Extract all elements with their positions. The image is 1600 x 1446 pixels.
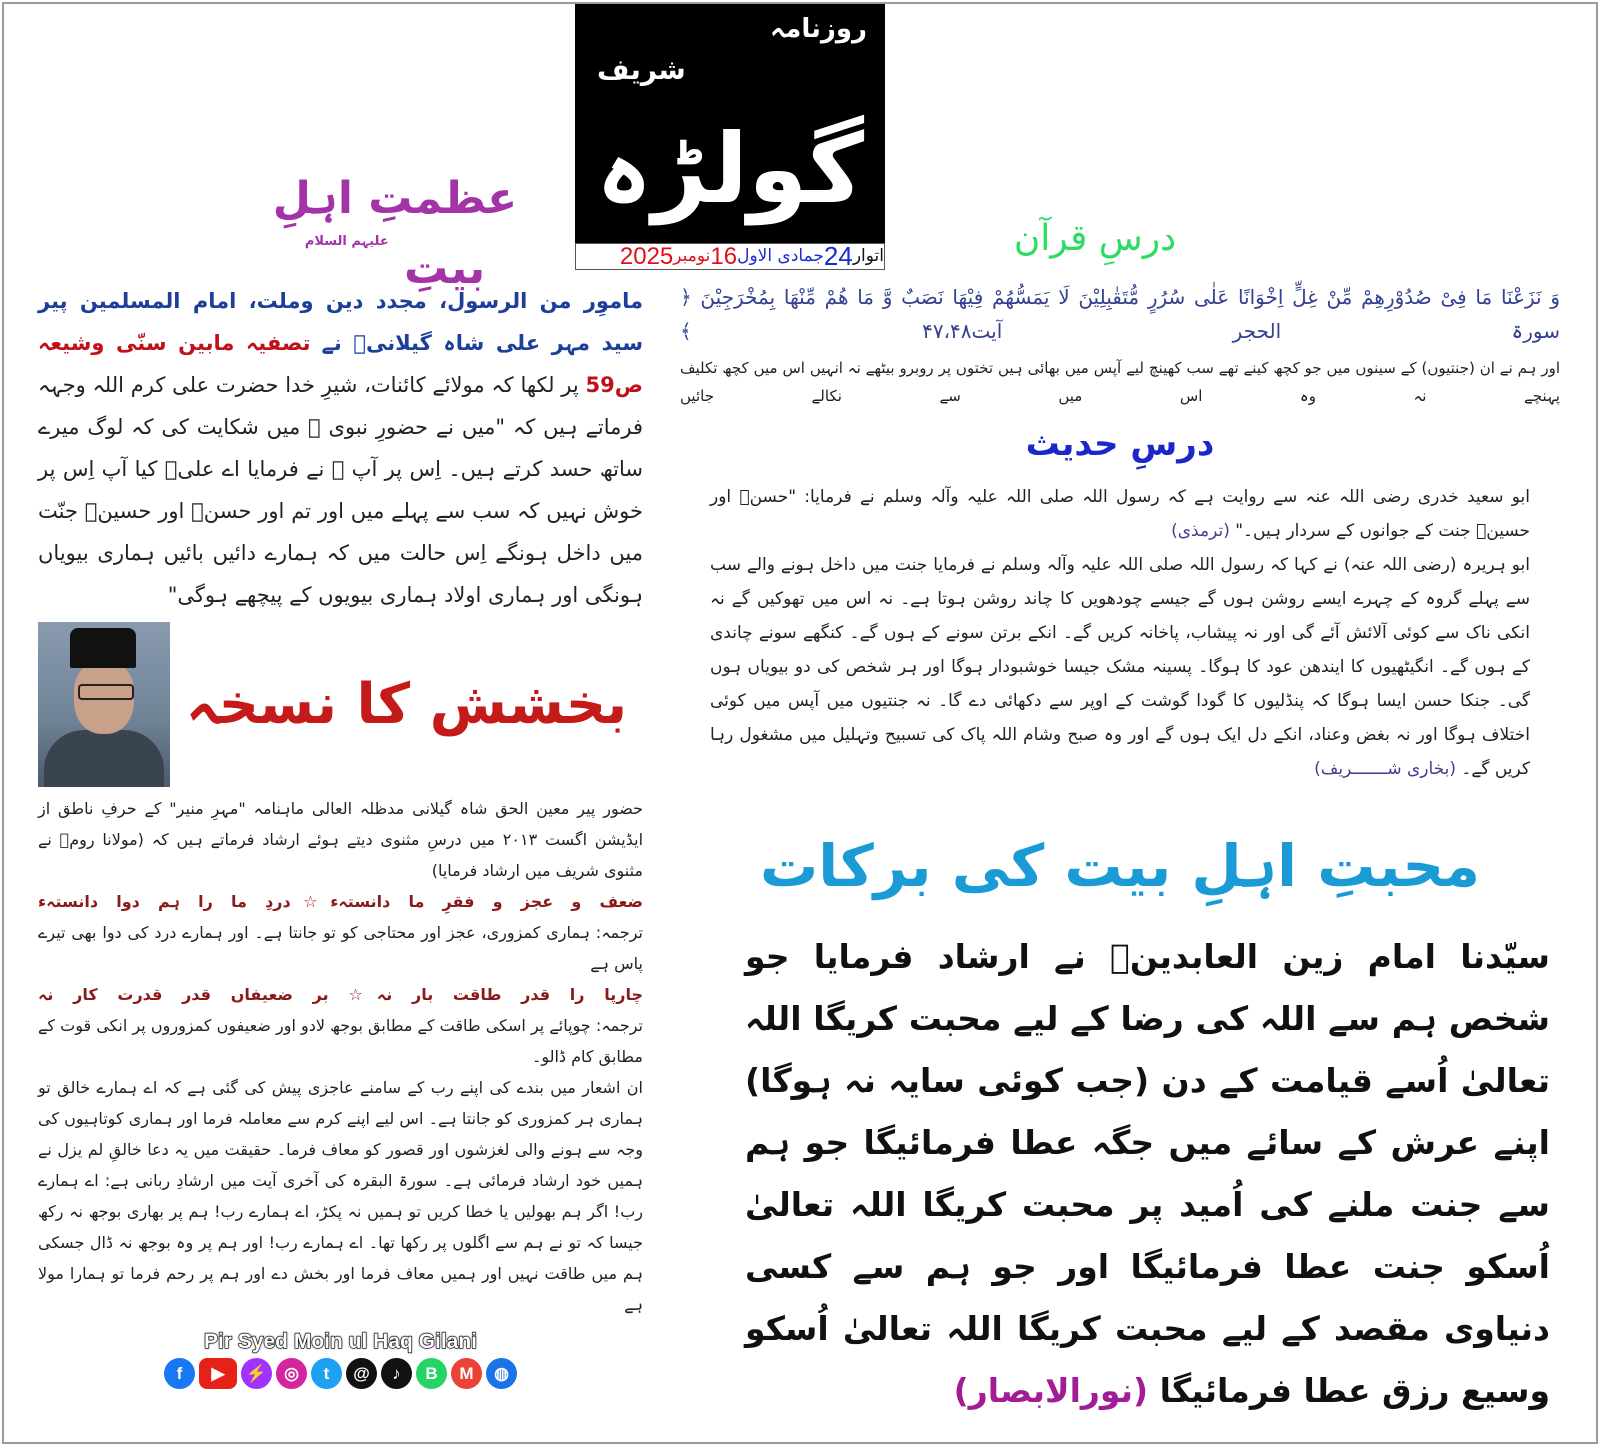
azmat-body: پر لکھا کہ مولائے کائنات، شیرِ خدا حضرت علی کرم اللہ وجہہ فرماتے ہیں کہ "میں نے حضورِ نبوی ﷺ میں شکایت کی کہ لوگ میرے ساتھ حسد کرتے ہیں۔ اِس پر آپ ﷺ نے فرمایا اے علیؑ کیا آپ اِس پر خوش نہیں کہ سب سے پہلے میں اور تم اور حسنؑ اور حسینؑ جنّت میں داخل ہونگے اِس حالت میں کہ ہمارے دائیں بائیں ہماری بیویاں ہونگی اور ہماری اولاد ہماری بیویوں کے پیچھے ہوگی"	[38, 373, 643, 607]
verse-translation: اور ہم نے ان (جنتیوں) کے سینوں میں جو کچھ کینے تھے سب کھینچ لیے آپس میں بھائی ہیں تختوں پر روبرو بیٹھے نہ انہیں اس میں کچھ تکلیف پہنچے نہ وہ اس میں سے نکالے جائیں	[680, 359, 1560, 405]
hadith-1-ref: (ترمذی)	[1171, 521, 1230, 541]
azmat-title-honorific: علیہم السلام	[304, 234, 389, 249]
date-greg-month: نومبر	[673, 246, 711, 266]
bakhshish-title: بخشش کا نسخہ	[185, 671, 628, 737]
mohabbat-body: سیّدنا امام زین العابدینؑ نے ارشاد فرمایا جو شخص ہم سے اللہ کی رضا کے لیے محبت کریگا اللہ تعالیٰ اُسے قیامت کے دن (جب کوئی سایہ نہ ہوگا) اپنے عرش کے سائے میں جگہ عطا فرمائیگا جو ہم سے جنت ملنے کی اُمید پر محبت کریگا اللہ تعالیٰ اُسکو جنت عطا فرمائیگا اور جو ہم سے کسی دنیاوی مقصد کے لیے محبت کریگا اللہ تعالیٰ اُسکو وسیع رزق عطا فرمائیگا	[745, 937, 1550, 1410]
poem-line-1: ضعف و عجز و فقرِ ما دانستہء☆دردِ ما را ہم دوا دانستہء	[38, 892, 643, 911]
photo-row	[38, 622, 643, 787]
youtube-icon[interactable]: ▶	[199, 1358, 237, 1389]
masthead-roznama: روزنامہ	[770, 14, 867, 44]
hadith-2-ref: (بخاری شـــــــریف)	[1314, 759, 1457, 779]
date-hijri-month: جمادی الاول	[737, 246, 824, 266]
threads-icon[interactable]: @	[346, 1358, 377, 1389]
dars-hadith-title: درسِ حدیث	[1025, 424, 1215, 464]
mohabbat-ref: (نورالابصار)	[953, 1371, 1149, 1410]
translation-1: ترجمہ: ہماری کمزوری، عجز اور محتاجی کو تو جانتا ہے۔ اور ہمارے درد کی دوا بھی تیرے پاس ہے	[38, 923, 643, 973]
mohabbat-title: محبتِ اہلِ بیت کی برکات	[759, 832, 1481, 900]
poem-line-2: چارپا را قدر طاقت بار نہ☆ بر ضعیفاں قدر قدرت کار نہ	[38, 985, 643, 1004]
author-photo	[38, 622, 170, 787]
azmat-page: 59	[585, 373, 615, 397]
mohabbat-text	[745, 926, 1550, 1422]
right-column	[680, 280, 1560, 1422]
date-bar	[575, 243, 885, 270]
azmat-book: تصفیہ مابین سنّی وشیعہ ص	[38, 331, 643, 397]
page-frame	[2, 2, 1598, 1444]
bakhshish-para2: ان اشعار میں بندے کی اپنے رب کے سامنے عاجزی پیش کی گئی ہے کہ اے ہمارے خالق تو ہماری ہر کمزوری کو جانتا ہے۔ اس لیے اپنے کرم سے معاملہ فرما اور ہماری کوتاہیوں کی وجہ سے ہونے والی لغزشوں اور قصور کو معاف فرما۔ حقیقت میں یہ دعا خالقِ لم یزل نے ہمیں خود ارشاد فرمائی ہے۔ سورۃ البقرہ کی آخری آیت میں ارشادِ ربانی ہے: اے ہمارے رب! اگر ہم بھولیں یا خطا کریں تو ہمیں نہ پکڑ، اے ہمارے رب! ہم پر بھاری بوجھ نہ رکھ جیسا کہ تو نے ہم سے اگلوں پر رکھا تھا۔ اے ہمارے رب! اور ہم پر وہ بوجھ نہ ڈال جسکی ہم میں طاقت نہیں اور ہمیں معاف فرما اور بخش دے اور ہم پر رحم فرما تو ہمارا مولا ہے	[38, 1078, 643, 1314]
bakhshish-article	[38, 793, 643, 1320]
whatsapp-business-icon[interactable]: B	[416, 1358, 447, 1389]
azmat-title	[250, 164, 540, 304]
date-greg-day: 16	[710, 243, 738, 270]
facebook-icon[interactable]: f	[164, 1358, 195, 1389]
social-icons	[38, 1358, 643, 1389]
date-weekday: اتوار	[852, 246, 884, 266]
twitter-icon[interactable]: t	[311, 1358, 342, 1389]
azmat-paragraph	[38, 280, 643, 616]
instagram-icon[interactable]: ◎	[276, 1358, 307, 1389]
columns	[4, 280, 1596, 1442]
hadith-2: ابو ہریرہ (رضی اللہ عنہ) نے کہا کہ رسول اللہ صلی اللہ علیہ وآلہ وسلم نے فرمایا جنت میں داخل ہونے والے سب سے پہلے گروہ کے چہرے ایسے روشن ہوں گے جیسے چودھویں کا چاند روشن ہوتا ہے۔ نہ اس میں تھوکیں گے نہ انکی ناک سے کوئی آلائش آئے گی اور نہ پیشاب، پاخانہ کریں گے۔ انکے برتن سونے کے ہوں گے۔ کنگھے سونے چاندی کے ہوں گے۔ انگیٹھیوں کا ایندھن عود کا ہوگا۔ پسینہ مشک جیسا خوشبودار ہوگا اور ہر شخص کی دو بیویاں ہوں گی۔ جنکا حسن ایسا ہوگا کہ پنڈلیوں کا گودا گوشت کے اوپر سے دکھائی دے گا۔ نہ جنتیوں میں آپس میں کوئی اختلاف ہوگا اور نہ بغض وعناد، انکے دل ایک ہوں گے اور وہ صبح وشام اللہ پاک کی تسبیح وتہلیل میں مشغول رہا کریں گے۔	[710, 555, 1530, 779]
bakhshish-para1: حضور پیر معین الحق شاہ گیلانی مدظلہ العالی ماہنامہ "مہرِ منیر" کے حرفِ ناطق از ایڈیشن اگست ۲۰۱۳ میں درسِ مثنوی دیتے ہوئے ارشاد فرماتے ہیں کہ (مولانا رومؒ نے مثنوی شریف میں ارشاد فرمایا)	[38, 799, 644, 880]
masthead-title: گولڑہ	[595, 113, 865, 225]
gmail-icon[interactable]: M	[451, 1358, 482, 1389]
tiktok-icon[interactable]: ♪	[381, 1358, 412, 1389]
messenger-icon[interactable]: ⚡	[241, 1358, 272, 1389]
dars-quran-title: درسِ قرآن	[1013, 218, 1177, 259]
quran-verse: وَ نَزَعْنَا مَا فِیْ صُدُوْرِهِمْ مِّنْ غِلٍّ اِخْوَانًا عَلٰی سُرُرٍ مُّتَقٰبِلِیْنَ لَا یَمَسُّهُمْ فِیْهَا نَصَبٌ وَّ مَا هُمْ مِّنْهَا بِمُخْرَجِیْنَ ﴿ سورۃ الحجر آیت۴۷،۴۸ ﴾	[680, 285, 1561, 343]
left-column	[38, 280, 643, 1389]
hadith-text	[710, 480, 1530, 786]
date-year: 2025	[619, 243, 674, 270]
web-icon[interactable]: ◍	[486, 1358, 517, 1389]
azmat-intro: ماموِر من الرسول، مجدد دین وملت، امام المسلمین پیر سید مہر علی شاہ گیلانیؒ نے	[38, 289, 643, 355]
author-name-banner: Pir Syed Moin ul Haq Gilani	[203, 1330, 478, 1353]
masthead	[575, 4, 885, 244]
azmat-title-text: عظمتِ اہلِ بیتِ	[272, 173, 518, 294]
date-hijri-day: 24	[823, 243, 853, 270]
hadith-1: ابو سعید خدری رضی اللہ عنہ سے روایت ہے کہ رسول اللہ صلی اللہ علیہ وآلہ وسلم نے فرمایا: "حسنؑ اور حسینؑ جنت کے جوانوں کے سردار ہیں۔"	[710, 487, 1530, 541]
header	[4, 4, 1596, 294]
masthead-sharif: شریف	[597, 53, 686, 86]
translation-2: ترجمہ: چوپائے پر اسکی طاقت کے مطابق بوجھ لادو اور ضعیفوں کمزوروں پر انکی قوت کے مطابق کام ڈالو۔	[38, 1016, 643, 1066]
